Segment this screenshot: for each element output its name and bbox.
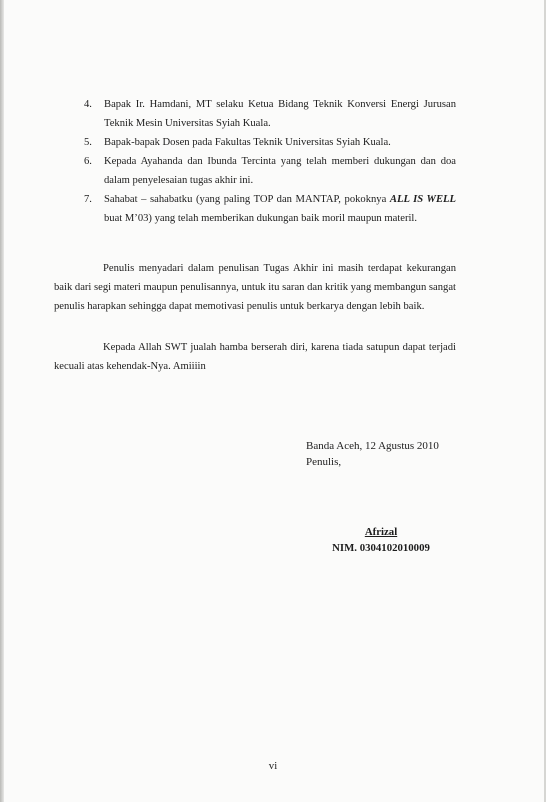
place-date: Banda Aceh, 12 Agustus 2010 [306,440,439,452]
list-item-text [104,190,456,228]
author-name: Afrizal [364,526,398,538]
paragraph-text: Kepada Allah SWT jualah hamba berserah diri, karena tiada satupun dapat terjadi kecuali atas kehendak-Nya. Amiiiin [54,342,456,372]
list-item [84,133,456,152]
author-nim: NIM. 0304102010009 [332,542,430,554]
list-item-number: 5. [84,137,92,148]
list-item [84,95,456,133]
paragraph-text: Penulis menyadari dalam penulisan Tugas Akhir ini masih terdapat kekurangan baik dari segi materi maupun penulisannya, untuk itu saran dan kritik yang membangun sangat penulis harapkan sehingga dapat memotivasi penulis untuk berkarya dengan lebih baik. [54,263,456,312]
list-item-text-post: buat M’03) yang telah memberikan dukungan baik moril maupun materil. [104,213,418,224]
author-name-block [296,524,466,556]
page-edge-left [0,0,4,802]
signature-role: Penulis, [306,456,342,468]
list-item-emphasis: ALL IS WELL [389,194,456,205]
list-item-text: Bapak Ir. Hamdani, MT selaku Ketua Bidang Teknik Konversi Energi Jurusan Teknik Mesin Universitas Syiah Kuala. [104,99,456,129]
list-item-text: Kepada Ayahanda dan Ibunda Tercinta yang telah memberi dukungan dan doa dalam penyelesaian tugas akhir ini. [104,156,456,186]
signature-place-date-block [306,438,466,470]
closing-paragraph [54,338,456,376]
list-item-number: 4. [84,99,92,110]
page-number: vi [268,760,278,772]
closing-paragraph [54,259,456,316]
list-item [84,190,456,228]
list-item-text: Bapak-bapak Dosen pada Fakultas Teknik Universitas Syiah Kuala. [104,137,391,148]
list-item-number: 7. [84,194,92,205]
list-item-number: 6. [84,156,92,167]
list-item-text-pre: Sahabat – sahabatku (yang paling TOP dan MANTAP, pokoknya [104,194,390,205]
list-item [84,152,456,190]
acknowledgement-list [84,95,456,228]
